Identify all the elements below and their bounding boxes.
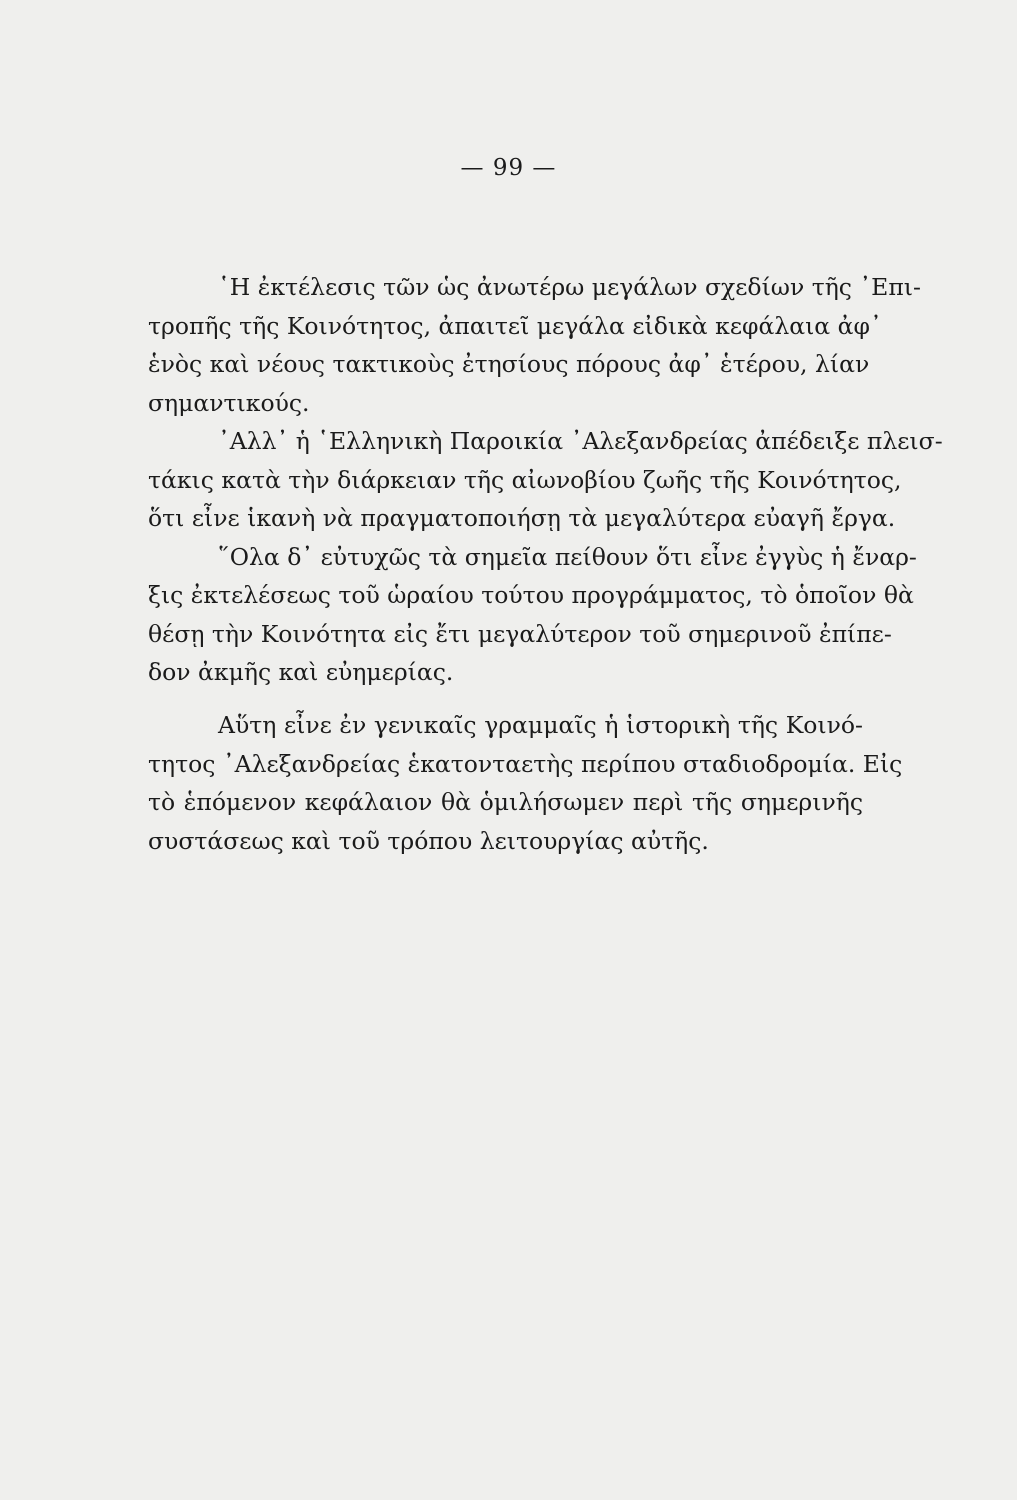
- main-text-block: [148, 268, 943, 692]
- paragraph-2-line-2: τάκις κατὰ τὴν διάρκειαν τῆς αἰωνοβίου ζωῆς τῆς Κοινότητος,: [148, 465, 902, 494]
- closing-text-block: [148, 706, 903, 860]
- paragraph-2-line-1: ᾿Αλλ᾿ ἡ ῾Ελληνικὴ Παροικία ᾿Αλεξανδρείας ἀπέδειξε πλεισ-: [218, 427, 943, 455]
- paragraph-1-line-2: τροπῆς τῆς Κοινότητος, ἀπαιτεῖ μεγάλα εἰδικὰ κεφάλαια ἀφ᾿: [148, 311, 882, 340]
- paragraph-3-line-3: θέσῃ τὴν Κοινότητα εἰς ἔτι μεγαλύτερον τοῦ σημερινοῦ ἐπίπε-: [148, 619, 892, 648]
- paragraph-1-line-1: ῾Η ἐκτέλεσις τῶν ὡς ἀνωτέρω μεγάλων σχεδίων τῆς ᾿Επι-: [218, 273, 921, 301]
- paragraph-1-line-4: σημαντικούς.: [148, 388, 310, 417]
- paragraph-3-line-2: ξις ἐκτελέσεως τοῦ ὡραίου τούτου προγράμματος, τὸ ὁποῖον θὰ: [148, 581, 914, 609]
- page-number: — 99 —: [460, 155, 557, 181]
- paragraph-4-line-3: τὸ ἑπόμενον κεφάλαιον θὰ ὁμιλήσωμεν περὶ τῆς σημερινῆς: [148, 788, 863, 816]
- paragraph-4-line-4: συστάσεως καὶ τοῦ τρόπου λειτουργίας αὐτῆς.: [148, 826, 709, 855]
- paragraph-3-line-4: δον ἀκμῆς καὶ εὐημερίας.: [148, 658, 454, 686]
- paragraph-4-line-1: Αὕτη εἶνε ἐν γενικαῖς γραμμαῖς ἡ ἱστορικὴ τῆς Κοινό-: [218, 711, 863, 739]
- paragraph-1-line-3: ἑνὸς καὶ νέους τακτικοὺς ἐτησίους πόρους ἀφ᾿ ἑτέρου, λίαν: [148, 350, 870, 378]
- paragraph-3-line-1: ῞Ολα δ᾿ εὐτυχῶς τὰ σημεῖα πείθουν ὅτι εἶνε ἐγγὺς ἡ ἔναρ-: [218, 542, 917, 571]
- paragraph-2-line-3: ὅτι εἶνε ἱκανὴ νὰ πραγματοποιήσῃ τὰ μεγαλύτερα εὐαγῆ ἔργα.: [148, 504, 896, 532]
- paragraph-4-line-2: τητος ᾿Αλεξανδρείας ἑκατονταετὴς περίπου σταδιοδρομία. Εἰς: [148, 749, 903, 778]
